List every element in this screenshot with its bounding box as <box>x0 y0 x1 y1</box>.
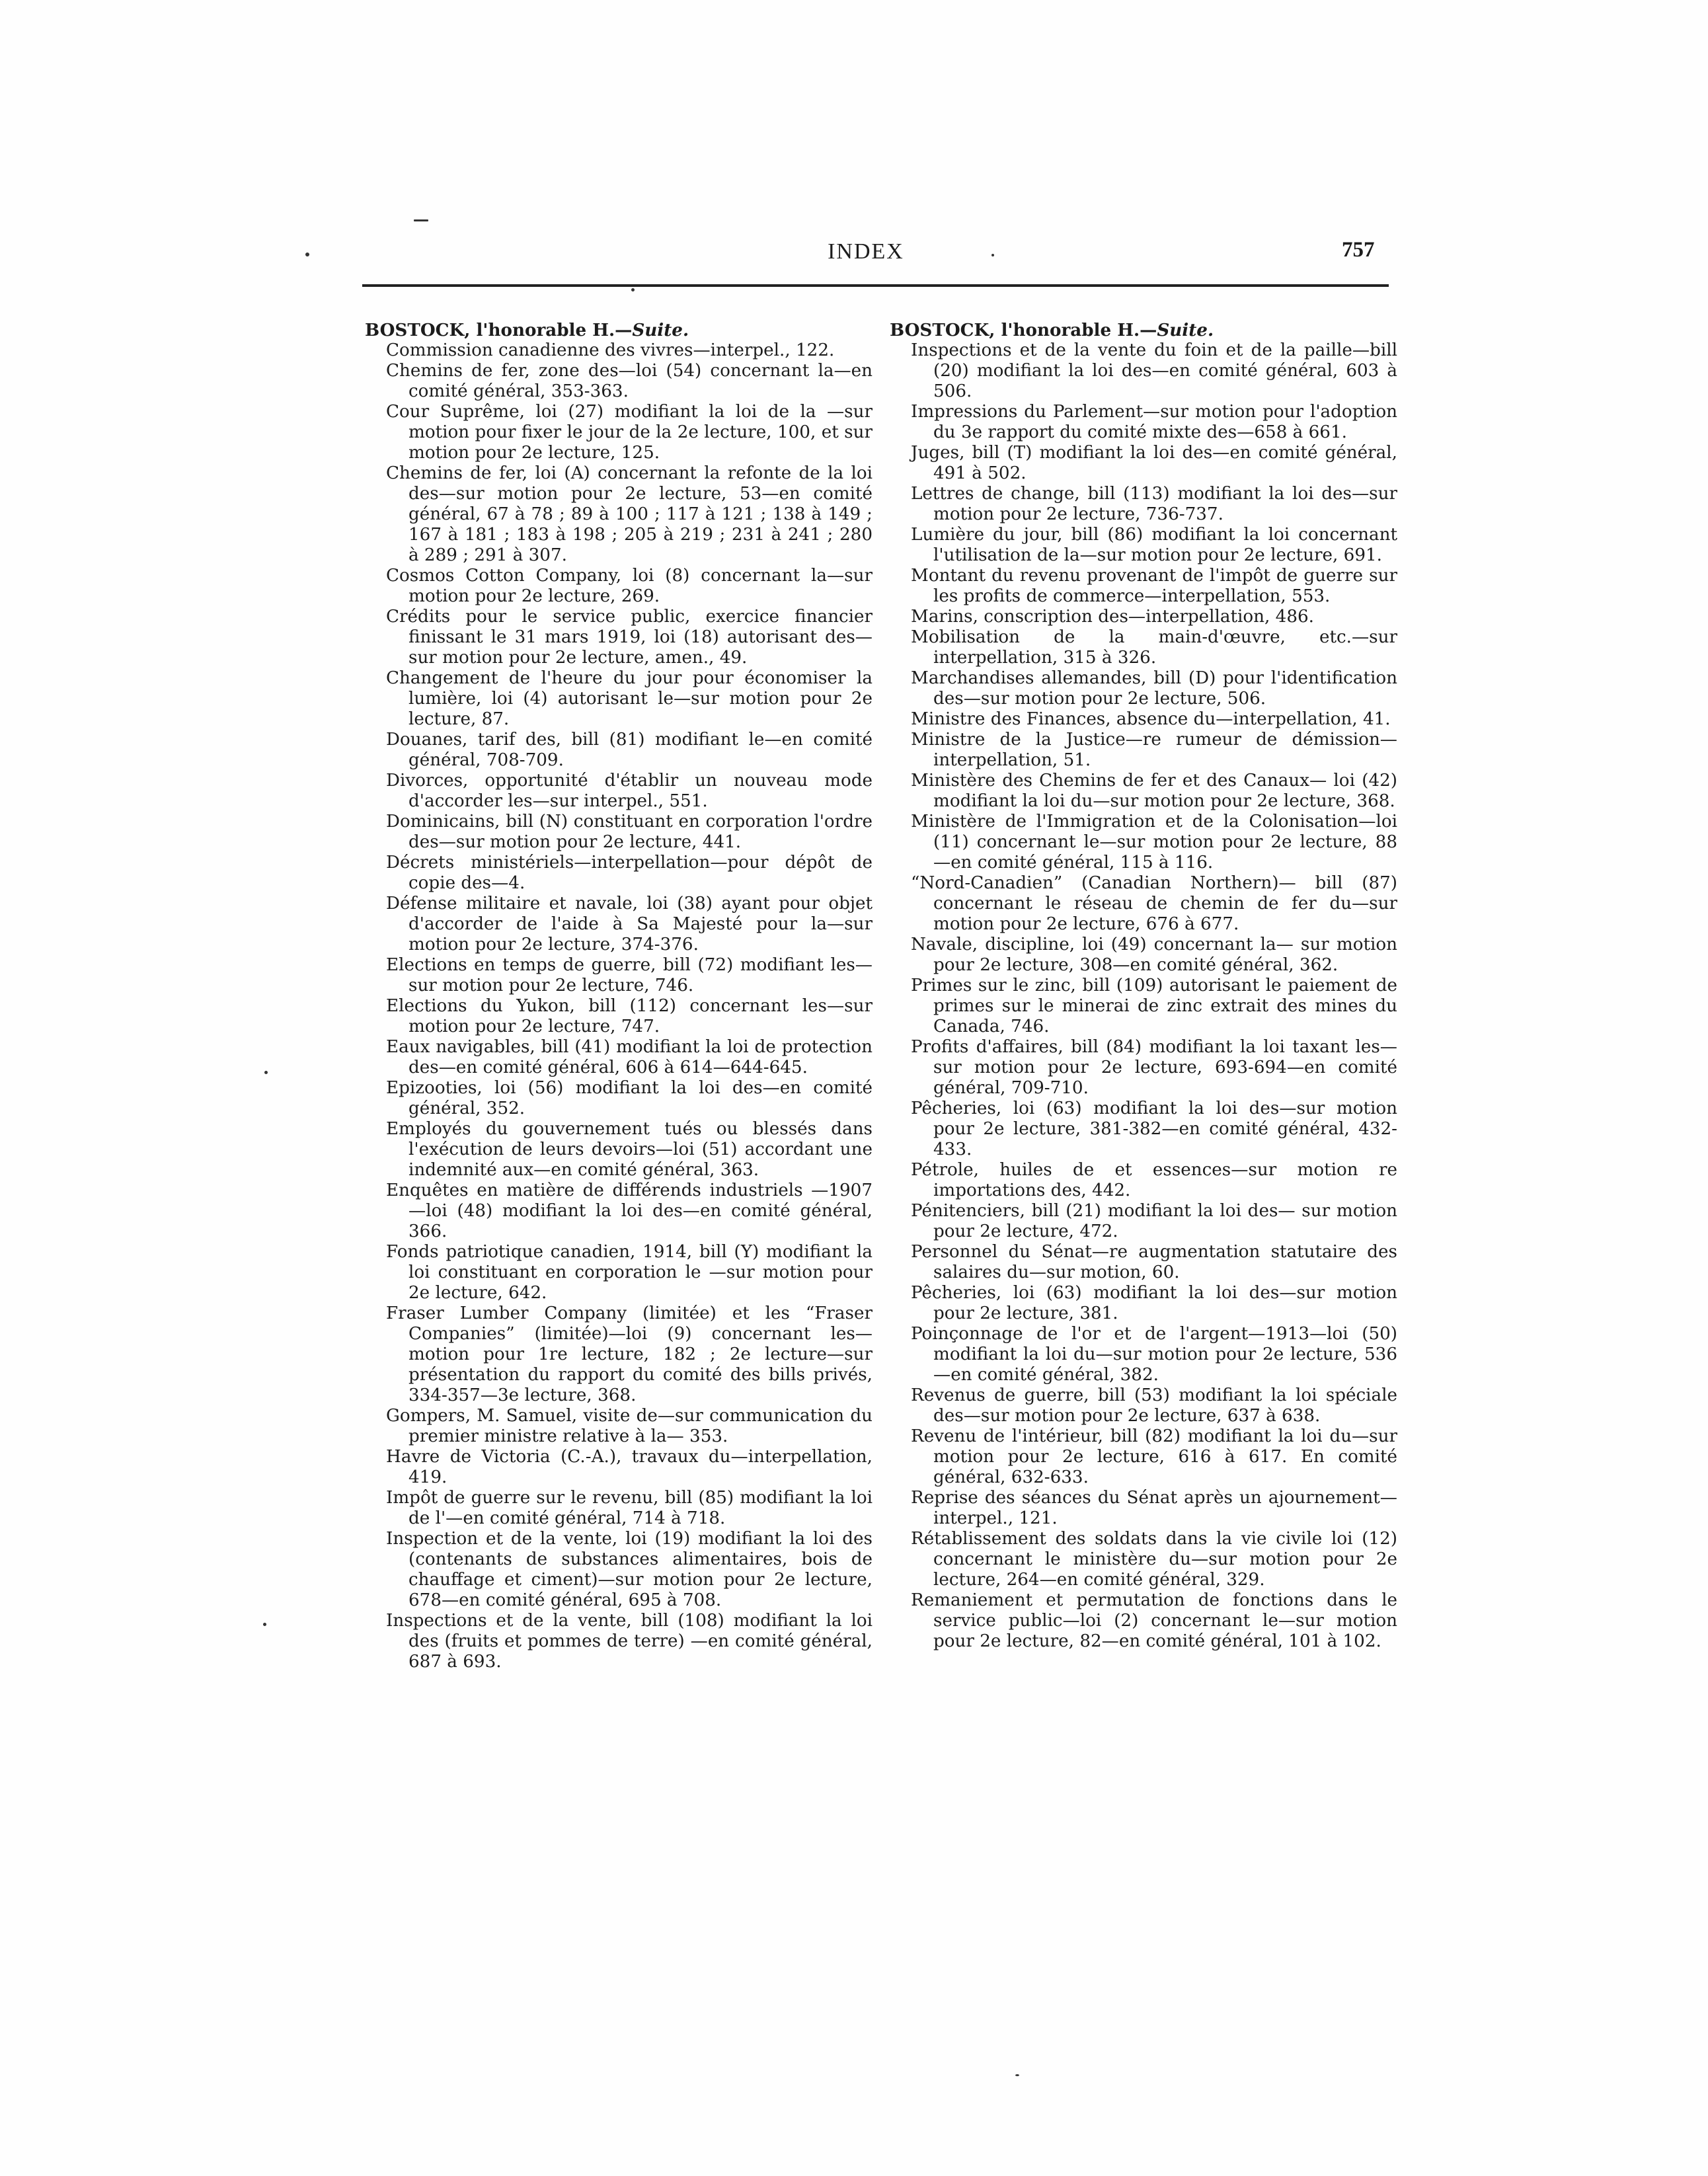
index-entry: Fraser Lumber Company (limitée) et les “Fraser Companies” (limitée)—loi (9) concernant les—motion pour 1re lecture, 182 ; 2e lecture—sur présentation du rapport du comité des bills privés, 334-357—3e lecture, 368. <box>386 1303 873 1405</box>
index-entry: Impôt de guerre sur le revenu, bill (85) modifiant la loi de l'—en comité général, 714 à 718. <box>386 1488 873 1528</box>
index-entry: Havre de Victoria (C.-A.), travaux du—interpellation, 419. <box>386 1447 873 1487</box>
index-entry: Gompers, M. Samuel, visite de—sur communication du premier ministre relative à la— 353. <box>386 1406 873 1446</box>
index-entry: Personnel du Sénat—re augmentation statutaire des salaires du—sur motion, 60. <box>911 1242 1397 1282</box>
page-number: 757 <box>1342 238 1375 262</box>
index-entry: Décrets ministériels—interpellation—pour dépôt de copie des—4. <box>386 853 873 893</box>
index-entry: Inspections et de la vente, bill (108) modifiant la loi des (fruits et pommes de terre) —en comité général, 687 à 693. <box>386 1611 873 1672</box>
heading-suite: Suite. <box>632 320 689 340</box>
index-entry: Mobilisation de la main-d'œuvre, etc.—sur interpellation, 315 à 326. <box>911 627 1397 668</box>
heading-suite: Suite. <box>1157 320 1214 340</box>
right-column <box>890 320 1397 1652</box>
index-entry: Chemins de fer, loi (A) concernant la refonte de la loi des—sur motion pour 2e lecture, 53—en comité général, 67 à 78 ; 89 à 100 ; 117 à 121 ; 138 à 149 ; 167 à 181 ; 183 à 198 ; 205 à 219 ; 231 à 241 ; 280 à 289 ; 291 à 307. <box>386 463 873 565</box>
index-entry: Lumière du jour, bill (86) modifiant la loi concernant l'utilisation de la—sur motion pour 2e lecture, 691. <box>911 525 1397 565</box>
heading-name: BOSTOCK, l'honorable H.— <box>365 320 633 340</box>
header-rule <box>362 284 1389 287</box>
index-entry: Juges, bill (T) modifiant la loi des—en comité général, 491 à 502. <box>911 443 1397 483</box>
index-entry: Remaniement et permutation de fonctions dans le service public—loi (2) concernant le—sur motion pour 2e lecture, 82—en comité général, 101 à 102. <box>911 1590 1397 1651</box>
index-entry: Impressions du Parlement—sur motion pour l'adoption du 3e rapport du comité mixte des—658 à 661. <box>911 402 1397 442</box>
index-entry: Fonds patriotique canadien, 1914, bill (Y) modifiant la loi constituant en corporation le —sur motion pour 2e lecture, 642. <box>386 1242 873 1303</box>
left-column-heading <box>365 320 873 340</box>
index-entry: Commission canadienne des vivres—interpel., 122. <box>386 340 835 360</box>
index-entry: Montant du revenu provenant de l'impôt de guerre sur les profits de commerce—interpellation, 553. <box>911 566 1397 606</box>
index-entry: Navale, discipline, loi (49) concernant la— sur motion pour 2e lecture, 308—en comité général, 362. <box>911 935 1397 975</box>
index-entry: Pénitenciers, bill (21) modifiant la loi des— sur motion pour 2e lecture, 472. <box>911 1201 1397 1241</box>
index-entry: Poinçonnage de l'or et de l'argent—1913—loi (50) modifiant la loi du—sur motion pour 2e lecture, 536—en comité général, 382. <box>911 1324 1397 1385</box>
scan-speck <box>414 219 428 221</box>
index-entry: Cosmos Cotton Company, loi (8) concernant la—sur motion pour 2e lecture, 269. <box>386 566 873 606</box>
index-entry: Marchandises allemandes, bill (D) pour l'identification des—sur motion pour 2e lecture, 506. <box>911 668 1397 709</box>
index-entry: Inspections et de la vente du foin et de la paille—bill (20) modifiant la loi des—en comité général, 603 à 506. <box>911 340 1397 401</box>
left-column <box>365 320 873 1672</box>
index-entry: Revenu de l'intérieur, bill (82) modifiant la loi du—sur motion pour 2e lecture, 616 à 617. En comité général, 632-633. <box>911 1426 1397 1487</box>
index-entry: Lettres de change, bill (113) modifiant la loi des—sur motion pour 2e lecture, 736-737. <box>911 484 1397 524</box>
right-column-heading <box>890 320 1397 340</box>
index-entry: Pêcheries, loi (63) modifiant la loi des—sur motion pour 2e lecture, 381-382—en comité général, 432-433. <box>911 1099 1397 1159</box>
index-entry: Douanes, tarif des, bill (81) modifiant le—en comité général, 708-709. <box>386 730 873 770</box>
index-entry: Reprise des séances du Sénat après un ajournement—interpel., 121. <box>911 1488 1397 1528</box>
index-entry: Chemins de fer, zone des—loi (54) concernant la—en comité général, 353-363. <box>386 361 873 401</box>
index-entry: Crédits pour le service public, exercice financier finissant le 31 mars 1919, loi (18) autorisant des—sur motion pour 2e lecture, amen., 49. <box>386 607 873 668</box>
index-entry: Eaux navigables, bill (41) modifiant la loi de protection des—en comité général, 606 à 614—644-645. <box>386 1037 873 1077</box>
scan-speck <box>305 253 309 256</box>
index-entry: Elections en temps de guerre, bill (72) modifiant les—sur motion pour 2e lecture, 746. <box>386 955 873 995</box>
index-entry: Ministre des Finances, absence du—interpellation, 41. <box>911 709 1391 729</box>
index-entry: Ministère de l'Immigration et de la Colonisation—loi (11) concernant le—sur motion pour 2e lecture, 88—en comité général, 115 à 116. <box>911 812 1397 873</box>
scan-speck <box>631 288 635 291</box>
index-entry: Rétablissement des soldats dans la vie civile loi (12) concernant le ministère du—sur motion pour 2e lecture, 264—en comité général, 329. <box>911 1529 1397 1590</box>
index-entry: Changement de l'heure du jour pour économiser la lumière, loi (4) autorisant le—sur motion pour 2e lecture, 87. <box>386 668 873 729</box>
index-entry: Ministère des Chemins de fer et des Canaux— loi (42) modifiant la loi du—sur motion pour 2e lecture, 368. <box>911 771 1397 811</box>
heading-name: BOSTOCK, l'honorable H.— <box>890 320 1157 340</box>
index-entry: Pétrole, huiles de et essences—sur motion re importations des, 442. <box>911 1160 1397 1200</box>
index-entry: Dominicains, bill (N) constituant en corporation l'ordre des—sur motion pour 2e lecture, 441. <box>386 812 873 852</box>
index-entry: Enquêtes en matière de différends industriels —1907—loi (48) modifiant la loi des—en comité général, 366. <box>386 1181 873 1241</box>
index-entry: “Nord-Canadien” (Canadian Northern)— bill (87) concernant le réseau de chemin de fer du—sur motion pour 2e lecture, 676 à 677. <box>911 873 1397 934</box>
index-entry: Cour Suprême, loi (27) modifiant la loi de la —sur motion pour fixer le jour de la 2e lecture, 100, et sur motion pour 2e lecture, 125. <box>386 402 873 463</box>
index-entry: Profits d'affaires, bill (84) modifiant la loi taxant les—sur motion pour 2e lecture, 693-694—en comité général, 709-710. <box>911 1037 1397 1098</box>
running-title: INDEX <box>828 239 904 264</box>
index-entry: Inspection et de la vente, loi (19) modifiant la loi des (contenants de substances alimentaires, bois de chauffage et ciment)—sur motion pour 2e lecture, 678—en comité général, 695 à 708. <box>386 1529 873 1610</box>
scan-speck <box>263 1623 266 1626</box>
index-entry: Marins, conscription des—interpellation, 486. <box>911 607 1314 627</box>
index-entry: Divorces, opportunité d'établir un nouveau mode d'accorder les—sur interpel., 551. <box>386 771 873 811</box>
scan-speck <box>264 1071 268 1074</box>
index-entry: Epizooties, loi (56) modifiant la loi des—en comité général, 352. <box>386 1078 873 1118</box>
index-entry: Revenus de guerre, bill (53) modifiant la loi spéciale des—sur motion pour 2e lecture, 637 à 638. <box>911 1385 1397 1426</box>
index-entry: Pêcheries, loi (63) modifiant la loi des—sur motion pour 2e lecture, 381. <box>911 1283 1397 1323</box>
scan-speck <box>1015 2074 1019 2076</box>
index-entry: Elections du Yukon, bill (112) concernant les—sur motion pour 2e lecture, 747. <box>386 996 873 1036</box>
index-entry: Employés du gouvernement tués ou blessés dans l'exécution de leurs devoirs—loi (51) accordant une indemnité aux—en comité général, 363. <box>386 1119 873 1180</box>
scan-speck <box>991 254 994 256</box>
index-entry: Ministre de la Justice—re rumeur de démission—interpellation, 51. <box>911 730 1397 770</box>
index-entry: Primes sur le zinc, bill (109) autorisant le paiement de primes sur le minerai de zinc extrait des mines du Canada, 746. <box>911 976 1397 1036</box>
index-entry: Défense militaire et navale, loi (38) ayant pour objet d'accorder de l'aide à Sa Majesté pour la—sur motion pour 2e lecture, 374-376. <box>386 894 873 954</box>
